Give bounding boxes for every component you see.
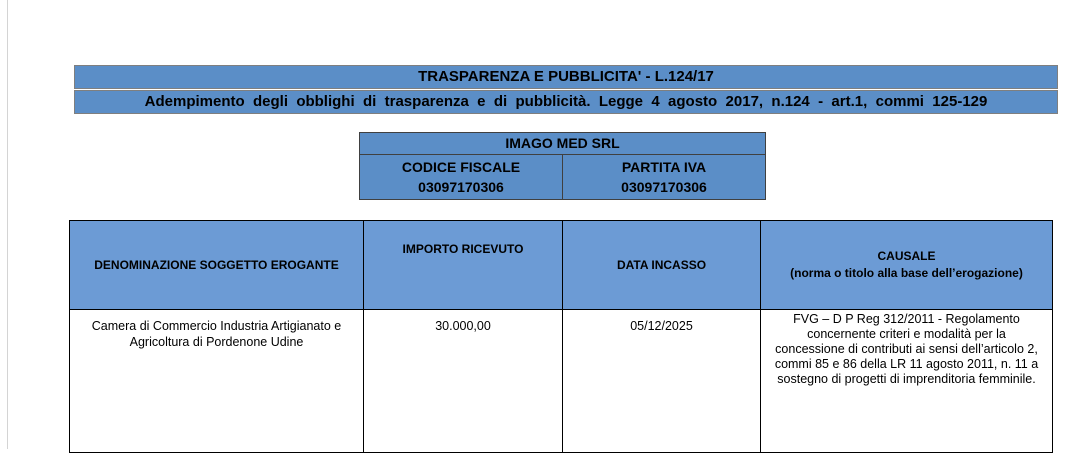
subtitle-banner: Adempimento degli obblighi di trasparenza e di pubblicità. Legge 4 agosto 2017, n.124 - art.1, commi 125-129 (74, 90, 1058, 114)
grants-table (69, 220, 1053, 453)
entity-cell: Camera di Commercio Industria Artigianato e Agricoltura di Pordenone Udine (70, 310, 364, 453)
header-entity: DENOMINAZIONE SOGGETTO EROGANTE (70, 221, 364, 310)
header-cause-title: CAUSALE (877, 249, 936, 263)
grants-header-row (70, 221, 1053, 310)
company-name: IMAGO MED SRL (360, 133, 766, 155)
amount-cell: 30.000,00 (364, 310, 563, 453)
header-amount: IMPORTO RICEVUTO (364, 221, 563, 310)
cause-cell: FVG – D P Reg 312/2011 - Regolamento concernente criteri e modalità per la concessione di contributi ai sensi dell’articolo 2, commi 85 e 86 della LR 11 agosto 2011, n. 11 a sostegno di progetti di imprenditoria femminile. (761, 310, 1053, 453)
fiscal-code-label: CODICE FISCALE (401, 159, 521, 175)
company-info-table (359, 132, 766, 200)
fiscal-code-cell (360, 155, 563, 200)
vat-value: 03097170306 (621, 179, 707, 195)
title-banner: TRASPARENZA E PUBBLICITA' - L.124/17 (74, 65, 1058, 89)
vat-cell (563, 155, 766, 200)
header-cause-note: (norma o titolo alla base dell’erogazione) (790, 266, 1023, 280)
header-cause (761, 221, 1053, 310)
fiscal-code-value: 03097170306 (418, 179, 504, 195)
header-date: DATA INCASSO (563, 221, 761, 310)
vat-label: PARTITA IVA (621, 159, 707, 175)
table-row (70, 310, 1053, 453)
page-left-border (7, 0, 8, 449)
date-cell: 05/12/2025 (563, 310, 761, 453)
